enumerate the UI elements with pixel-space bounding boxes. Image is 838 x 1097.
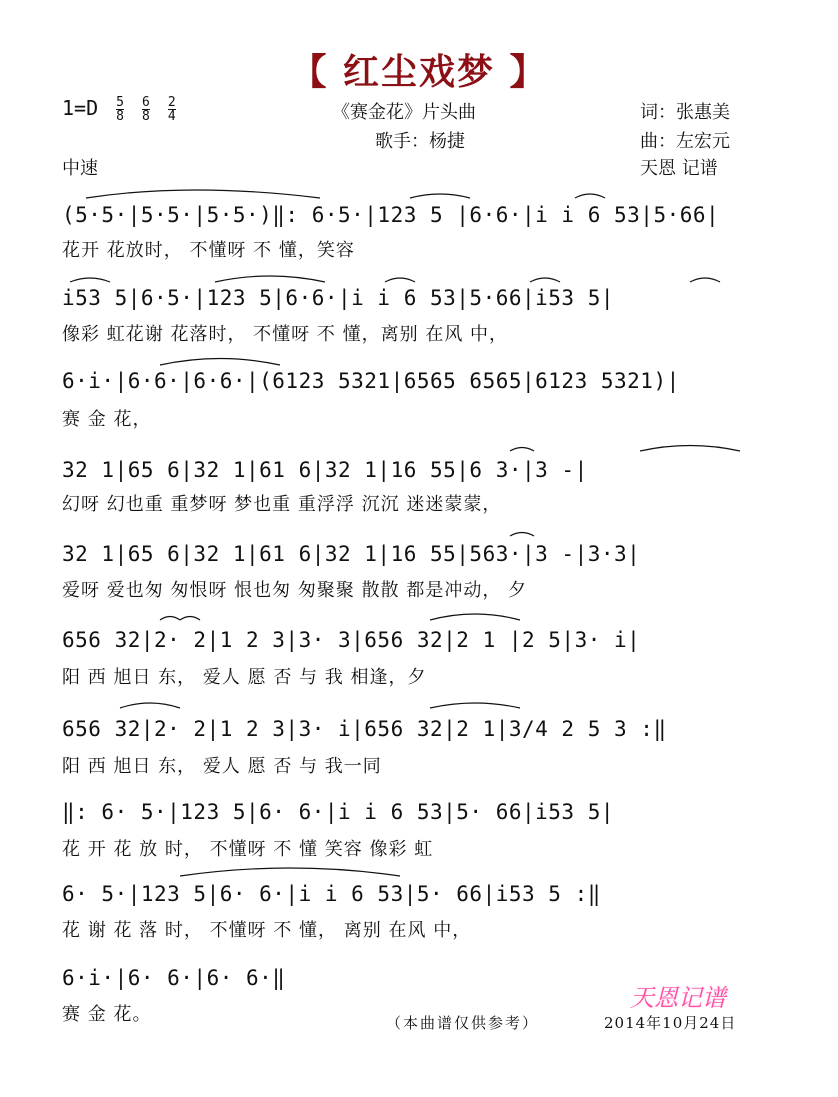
score-line-1-lyrics: 花开 花放时， 不懂呀 不 懂，笑容	[62, 240, 355, 261]
reference-note: （本曲谱仅供参考）	[386, 1014, 540, 1032]
time-signature-2: $\frac{6}{8}$	[142, 95, 150, 124]
score-line-1-notes: (5·5·|5·5·|5·5·)‖: 6·5·|123 5 |6·6·|i i 6 53|5·66|	[62, 203, 720, 227]
score-line-6-notes: 656 32|2· 2|1 2 3|3· 3|656 32|2 1 |2 5|3· i|	[62, 628, 641, 652]
score-line-4-notes: 32 1|65 6|32 1|61 6|32 1|16 55|6 3·|3 -|	[62, 458, 588, 482]
score-line-4-lyrics: 幻呀 幻也重 重梦呀 梦也重 重浮浮 沉沉 迷迷蒙蒙，	[62, 494, 502, 515]
score-line-9-notes: 6· 5·|123 5|6· 6·|i i 6 53|5· 66|i53 5 :‖	[62, 882, 601, 906]
song-source: 《赛金花》片头曲	[332, 102, 476, 123]
song-title: 【 红尘戏梦 】	[290, 52, 548, 93]
score-line-3-notes: 6·i·|6·6·|6·6·|(6123 5321|6565 6565|6123 5321)|	[62, 369, 680, 393]
score-line-7-lyrics: 阳 西 旭日 东， 爱人 愿 否 与 我一同	[62, 756, 382, 777]
time-signature-3: $\frac{2}{4}$	[167, 95, 176, 124]
score-line-10-notes: 6·i·|6· 6·|6· 6·‖	[62, 966, 286, 990]
key-signature: 1=D	[62, 96, 99, 120]
score-line-6-lyrics: 阳 西 旭日 东， 爱人 愿 否 与 我 相逢，夕	[62, 667, 427, 688]
composer: 曲：左宏元	[640, 131, 730, 152]
transcription-date: 2014年10月24日	[604, 1014, 737, 1032]
score-line-9-lyrics: 花 谢 花 落 时， 不懂呀 不 懂， 离别 在风 中，	[62, 920, 472, 941]
lyricist: 词：张惠美	[640, 102, 730, 123]
score-line-8-lyrics: 花 开 花 放 时， 不懂呀 不 懂 笑容 像彩 虹	[62, 839, 434, 860]
key-and-meter	[62, 96, 176, 123]
tempo: 中速	[62, 158, 98, 179]
score-line-5-notes: 32 1|65 6|32 1|61 6|32 1|16 55|563·|3 -|3·3|	[62, 542, 641, 566]
score-line-10-lyrics: 赛 金 花。	[62, 1004, 152, 1025]
score-line-5-lyrics: 爱呀 爱也匆 匆恨呀 恨也匆 匆聚聚 散散 都是冲动， 夕	[62, 580, 528, 601]
score-line-8-notes: ‖: 6· 5·|123 5|6· 6·|i i 6 53|5· 66|i53 5|	[62, 800, 615, 824]
transcriber: 天恩 记谱	[640, 158, 718, 179]
score-line-2-lyrics: 像彩 虹花谢 花落时， 不懂呀 不 懂，离别 在风 中，	[62, 324, 509, 345]
score-line-2-notes: i53 5|6·5·|123 5|6·6·|i i 6 53|5·66|i53 5|	[62, 286, 615, 310]
transcriber-stamp: 天恩记谱	[630, 984, 726, 1012]
score-line-3-lyrics: 赛 金 花，	[62, 409, 152, 430]
score-line-7-notes: 656 32|2· 2|1 2 3|3· i|656 32|2 1|3/4 2 5 3 :‖	[62, 717, 667, 741]
singer: 歌手：杨捷	[375, 131, 465, 152]
time-signature-1: $\frac{5}{8}$	[116, 95, 124, 124]
